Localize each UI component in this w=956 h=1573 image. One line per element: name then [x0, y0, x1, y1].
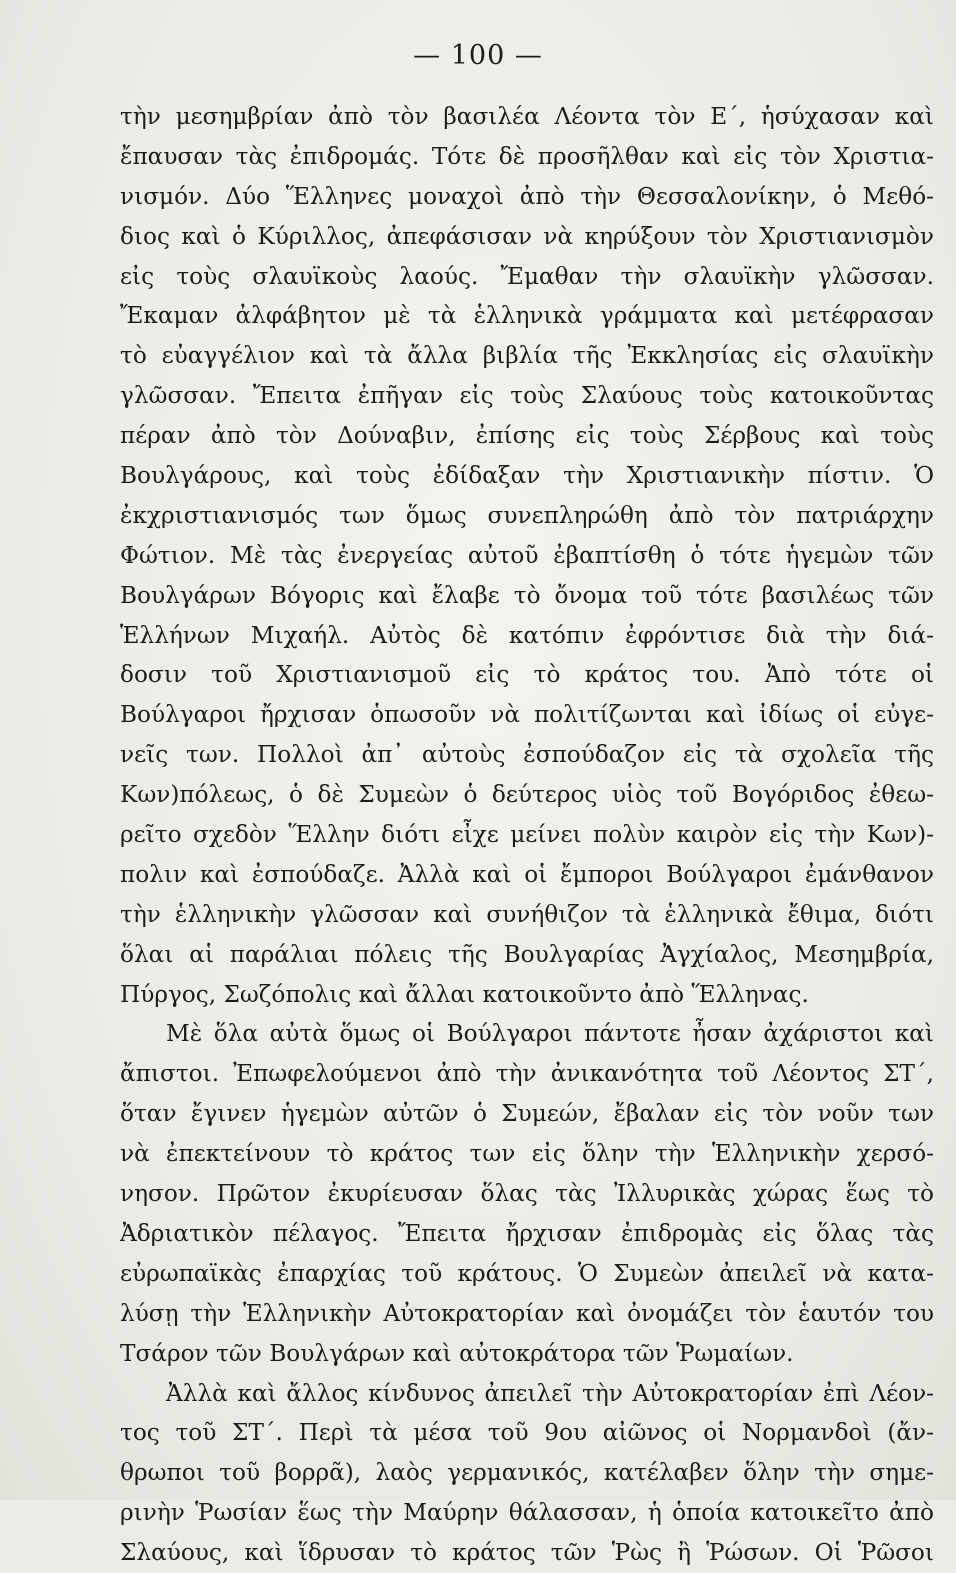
text-line: ρεῖτο σχεδὸν Ἕλλην διότι εἶχε μείνει πολὺν καιρὸν εἰς τὴν Κων)- [120, 821, 934, 849]
text-line: πολιν καὶ ἐσπούδαζε. Ἀλλὰ καὶ οἱ ἔμποροι Βούλγαροι ἐμάνθανον [120, 860, 934, 888]
text-line: νισμόν. Δύο Ἕλληνες μοναχοὶ ἀπὸ τὴν Θεσσαλονίκην, ὁ Μεθό- [120, 182, 934, 210]
text-line: Μὲ ὅλα αὐτὰ ὅμως οἱ Βούλγαροι πάντοτε ἦσαν ἀχάριστοι καὶ [166, 1020, 934, 1048]
text-line: θρωποι τοῦ βορρᾶ), λαὸς γερμανικός, κατέλαβεν ὅλην τὴν σημε- [120, 1459, 934, 1487]
text-line: ἔπαυσαν τὰς ἐπιδρομάς. Τότε δὲ προσῆλθαν καὶ εἰς τὸν Χριστια- [120, 142, 934, 170]
text-line: τὴν ἑλληνικὴν γλῶσσαν καὶ συνήθιζον τὰ ἑλληνικὰ ἔθιμα, διότι [120, 900, 934, 928]
text-line: Πύργος, Σωζόπολις καὶ ἄλλαι κατοικοῦντο ἀπὸ Ἕλληνας. [120, 980, 809, 1008]
text-line: τὴν μεσημβρίαν ἀπὸ τὸν βασιλέα Λέοντα τὸν Ε΄, ἡσύχασαν καὶ [120, 103, 934, 130]
text-line: τὸ εὐαγγέλιον καὶ τὰ ἄλλα βιβλία τῆς Ἐκκλησίας εἰς σλαυϊκὴν [120, 342, 934, 370]
text-line: Τσάρον τῶν Βουλγάρων καὶ αὐτοκράτορα τῶν Ῥωμαίων. [120, 1339, 794, 1367]
text-line: δοσιν τοῦ Χριστιανισμοῦ εἰς τὸ κράτος του. Ἀπὸ τότε οἱ [120, 661, 934, 689]
text-line: ὅλαι αἱ παράλιαι πόλεις τῆς Βουλγαρίας Ἀγχίαλος, Μεσημβρία, [120, 940, 934, 968]
text-line: πέραν ἀπὸ τὸν Δούναβιν, ἐπίσης εἰς τοὺς Σέρβους καὶ τοὺς [120, 422, 934, 450]
text-line: ὅταν ἔγινεν ἡγεμὼν αὐτῶν ὁ Συμεών, ἔβαλαν εἰς τὸν νοῦν των [120, 1100, 934, 1128]
text-line: Βουλγάρους, καὶ τοὺς ἐδίδαξαν τὴν Χριστιανικὴν πίστιν. Ὁ [120, 462, 934, 490]
text-line: Βουλγάρων Βόγορις καὶ ἔλαβε τὸ ὄνομα τοῦ τότε βασιλέως τῶν [120, 581, 934, 609]
text-line: λύσῃ τὴν Ἑλληνικὴν Αὐτοκρατορίαν καὶ ὀνομάζει τὸν ἑαυτόν του [120, 1299, 934, 1327]
text-line: νησον. Πρῶτον ἐκυρίευσαν ὅλας τὰς Ἰλλυρικὰς χώρας ἕως τὸ [120, 1180, 934, 1208]
text-line: νὰ ἐπεκτείνουν τὸ κράτος των εἰς ὅλην τὴν Ἑλληνικὴν χερσό- [120, 1140, 934, 1168]
text-line: Κων)πόλεως, ὁ δὲ Συμεὼν ὁ δεύτερος υἱὸς τοῦ Βογόριδος ἐθεω- [120, 781, 934, 809]
text-line: Ἀδριατικὸν πέλαγος. Ἔπειτα ἤρχισαν ἐπιδρομὰς εἰς ὅλας τὰς [120, 1219, 934, 1247]
text-line: τος τοῦ ΣΤ΄. Περὶ τὰ μέσα τοῦ 9ου αἰῶνος οἱ Νορμανδοὶ (ἄν- [120, 1419, 934, 1447]
text-line: νεῖς των. Πολλοὶ ἀπ᾿ αὐτοὺς ἐσπούδαζον εἰς τὰ σχολεῖα τῆς [120, 741, 934, 769]
text-line: ἄπιστοι. Ἐπωφελούμενοι ἀπὸ τὴν ἀνικανότητα τοῦ Λέοντος ΣΤ΄, [120, 1060, 934, 1088]
text-line: ρινὴν Ῥωσίαν ἕως τὴν Μαύρην θάλασσαν, ἡ ὁποία κατοικεῖτο ἀπὸ [120, 1499, 934, 1527]
text-line: Φώτιον. Μὲ τὰς ἐνεργείας αὐτοῦ ἐβαπτίσθη ὁ τότε ἡγεμὼν τῶν [120, 541, 934, 569]
text-line: γλῶσσαν. Ἔπειτα ἐπῆγαν εἰς τοὺς Σλαύους τοὺς κατοικοῦντας [120, 382, 934, 410]
text-line: εὐρωπαϊκὰς ἐπαρχίας τοῦ κράτους. Ὁ Συμεὼν ἀπειλεῖ νὰ κατα- [120, 1259, 934, 1287]
text-line: Βούλγαροι ἤρχισαν ὁπωσοῦν νὰ πολιτίζωνται καὶ ἰδίως οἱ εὐγε- [120, 701, 934, 729]
page-number: — 100 — [413, 40, 543, 71]
text-line: Σλαύους, καὶ ἵδρυσαν τὸ κράτος τῶν Ῥὼς ἢ Ῥώσων. Οἱ Ῥῶσοι [120, 1539, 934, 1567]
body-text [120, 97, 934, 1573]
text-line: εἰς τοὺς σλαυϊκοὺς λαούς. Ἔμαθαν τὴν σλαυϊκὴν γλῶσσαν. [120, 262, 934, 290]
text-line: Ἀλλὰ καὶ ἄλλος κίνδυνος ἀπειλεῖ τὴν Αὐτοκρατορίαν ἐπὶ Λέον- [166, 1379, 934, 1407]
text-line: Ἑλλήνων Μιχαήλ. Αὐτὸς δὲ κατόπιν ἐφρόντισε διὰ τὴν διά- [120, 621, 934, 649]
text-line: Ἔκαμαν ἀλφάβητον μὲ τὰ ἑλληνικὰ γράμματα καὶ μετέφρασαν [120, 302, 934, 330]
text-line: διος καὶ ὁ Κύριλλος, ἀπεφάσισαν νὰ κηρύξουν τὸν Χριστιανισμὸν [120, 222, 934, 250]
text-line: ἐκχριστιανισμός των ὅμως συνεπληρώθη ἀπὸ τὸν πατριάρχην [120, 501, 934, 529]
